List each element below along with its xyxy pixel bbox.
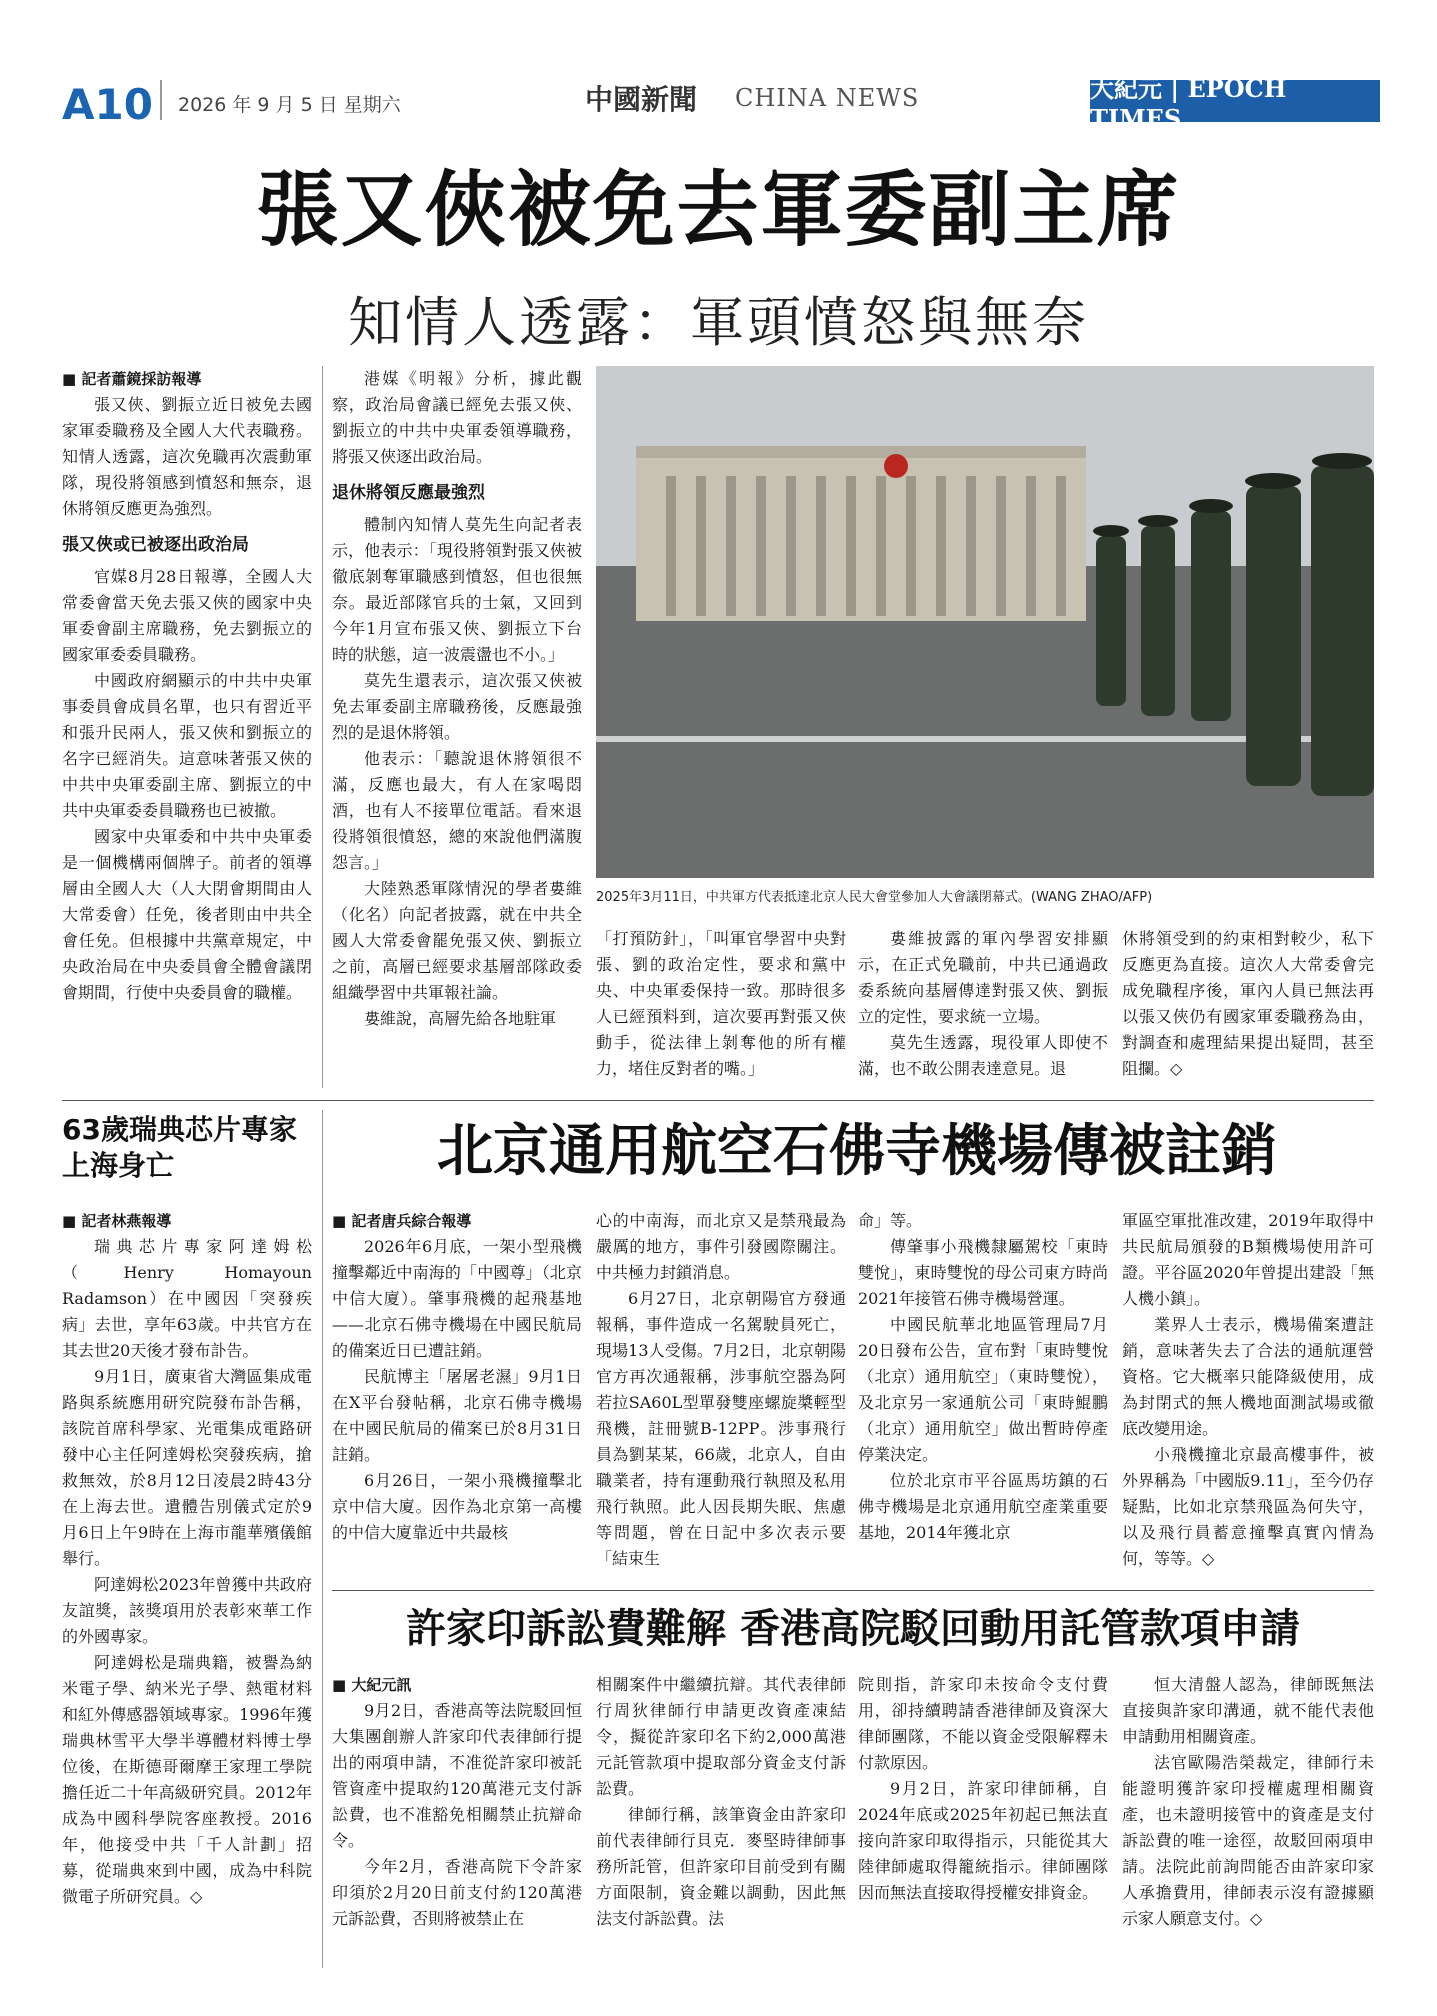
- paragraph: 莫先生透露，現役軍人即使不滿，也不敢公開表達意見。退: [858, 1033, 1108, 1078]
- byline: ■ 記者蕭鏡採訪報導: [62, 370, 202, 388]
- paragraph: 民航博主「屠屠老濕」9月1日在X平台發帖稱，北京石佛寺機場在中國民航局的備案已於8月31日註銷。: [332, 1367, 582, 1464]
- story2-body: [62, 1208, 312, 1910]
- brand-logo: 大紀元 | EPOCH TIMES: [1090, 80, 1380, 122]
- page-number: A10: [62, 80, 153, 129]
- photo-illustration: [596, 366, 1374, 878]
- header-divider: [160, 80, 162, 120]
- paragraph: 心的中南海，而北京又是禁飛最為嚴厲的地方，事件引發國際關注。中共極力封鎖消息。: [596, 1211, 846, 1282]
- paragraph: 阿達姆松2023年曾獲中共政府友誼獎，該獎項用於表彰來華工作的外國專家。: [62, 1575, 312, 1646]
- paragraph: 今年2月，香港高院下令許家印須於2月20日前支付約120萬港元訴訟費，否則將被禁止在: [332, 1857, 582, 1928]
- story-divider: [62, 1100, 1374, 1101]
- story3-headline: 北京通用航空石佛寺機場傳被註銷: [437, 1119, 1277, 1184]
- paragraph: 軍區空軍批准改建，2019年取得中共民航局頒發的B類機場使用許可證。平谷區2020年曾提出建設「無人機小鎮」。: [1122, 1211, 1374, 1308]
- paragraph: 大陸熟悉軍隊情況的學者婁維（化名）向記者披露，就在中共全國人大常委會罷免張又俠、劉振立之前，高層已經要求基層部隊政委組織學習中共軍報社論。: [332, 879, 582, 1002]
- paragraph: 2026年6月底，一架小型飛機撞擊鄰近中南海的「中國尊」（北京中信大廈）。肇事飛機的起飛基地——北京石佛寺機場在中國民航局的備案近日已遭註銷。: [332, 1237, 582, 1360]
- paragraph: 婁維披露的軍內學習安排顯示，在正式免職前，中共已通過政委系統向基層傳達對張又俠、劉振立的定性，要求統一立場。: [858, 929, 1108, 1026]
- section-subtitle: 張又俠或已被逐出政治局: [62, 535, 249, 555]
- paragraph: 「打預防針」，「叫軍官學習中央對張、劉的政治定性，要求和黨中央、中央軍委保持一致。那時很多人已經預料到，這次要再對張又俠動手，從法律上剝奪他的所有權力，堵住反對者的嘴。」: [596, 929, 846, 1078]
- story1-column-5: [1122, 926, 1374, 1082]
- paragraph: 法官歐陽浩榮裁定，律師行未能證明獲許家印授權處理相關資產，也未證明接管中的資產是支付訴訟費的唯一途徑，故駁回兩項申請。法院此前詢問能否由許家印家人承擔費用，律師表示沒有證據顯示家人願意支付。◇: [1122, 1753, 1374, 1928]
- paragraph: 他表示：「聽說退休將領很不滿，反應也最大，有人在家喝悶酒，也有人不接單位電話。看來退役將領很憤怒，總的來說他們滿腹怨言。」: [332, 749, 582, 872]
- story4-column-1: [332, 1672, 582, 1932]
- story2-headline: 63歲瑞典芯片專家上海身亡: [62, 1113, 297, 1182]
- story1-column-4: [858, 926, 1108, 1082]
- paragraph: 官媒8月28日報導，全國人大常委會當天免去張又俠的國家中央軍委會副主席職務，免去劉振立的國家軍委委員職務。: [62, 567, 312, 664]
- paragraph: 休將領受到的約束相對較少，私下反應更為直接。這次人大常委會完成免職程序後，軍內人員已無法再以張又俠仍有國家軍委職務為由，對調查和處理結果提出疑問，甚至阻攔。◇: [1122, 929, 1374, 1078]
- paragraph: 中國政府網顯示的中共中央軍事委員會成員名單，也只有習近平和張升民兩人，張又俠和劉振立的名字已經消失。這意味著張又俠的中共中央軍委副主席、劉振立的中共中央軍委委員職務也已被撤。: [62, 671, 312, 820]
- issue-date: 2026 年 9 月 5 日 星期六: [178, 94, 401, 116]
- paragraph: 張又俠、劉振立近日被免去國家軍委職務及全國人大代表職務。知情人透露，這次免職再次震動軍隊，現役將領感到憤怒和無奈，退休將領反應更為強烈。: [62, 395, 312, 518]
- paragraph: 國家中央軍委和中共中央軍委是一個機構兩個牌子。前者的領導層由全國人大（人大閉會期間由人大常委會）任免，後者則由中共全會任免。但根據中共黨章規定，中央政治局在中央委員會全體會議閉會期間，行使中央委員會的職權。: [62, 827, 312, 1002]
- paragraph: 中國民航華北地區管理局7月20日發布公告，宣布對「東時雙悅（北京）通用航空」（東時雙悅），及北京另一家通航公司「東時鯤鵬（北京）通用航空」做出暫時停產停業決定。: [858, 1315, 1108, 1464]
- story3-column-3: [858, 1208, 1108, 1546]
- column-divider: [322, 1110, 323, 1968]
- column-divider: [322, 366, 323, 1088]
- story4-headline: 許家印訴訟費難解 香港高院駁回動用託管款項申請: [406, 1606, 1300, 1652]
- paragraph: 命」等。: [858, 1211, 923, 1230]
- paragraph: 莫先生還表示，這次張又俠被免去軍委副主席職務後，反應最強烈的是退休將領。: [332, 671, 582, 742]
- paragraph: 小飛機撞北京最高樓事件，被外界稱為「中國版9.11」，至今仍存疑點，比如北京禁飛區為何失守，以及飛行員蓄意撞擊真實內情為何，等等。◇: [1122, 1445, 1374, 1568]
- story3-column-2: [596, 1208, 846, 1572]
- byline: ■ 記者唐兵綜合報導: [332, 1212, 472, 1230]
- story4-column-4: [1122, 1672, 1374, 1932]
- paragraph: 婁維說，高層先給各地駐軍: [364, 1009, 557, 1028]
- paragraph: 位於北京市平谷區馬坊鎮的石佛寺機場是北京通用航空產業重要基地，2014年獲北京: [858, 1471, 1108, 1542]
- story1-column-3: [596, 926, 846, 1082]
- section-title: 中國新聞: [585, 83, 698, 116]
- story3-column-1: [332, 1208, 582, 1546]
- paragraph: 體制內知情人莫先生向記者表示，他表示：「現役將領對張又俠被徹底剝奪軍職感到憤怒，但也很無奈。最近部隊官兵的士氣，又回到今年1月宣布張又俠、劉振立下台時的狀態，這一波震盪也不小。」: [332, 515, 582, 664]
- story1-column-2: [332, 366, 582, 1032]
- paragraph: 律師行稱，該筆資金由許家印前代表律師行貝克．麥堅時律師事務所託管，但許家印目前受到有關方面限制，資金難以調動，因此無法支付訴訟費。法: [596, 1805, 846, 1928]
- section-subtitle: 退休將領反應最強烈: [332, 483, 485, 503]
- paragraph: 院則指，許家印未按命令支付費用，卻持續聘請香港律師及資深大律師團隊，不能以資金受限解釋未付款原因。: [858, 1675, 1108, 1772]
- story4-column-3: [858, 1672, 1108, 1906]
- paragraph: 阿達姆松是瑞典籍，被譽為納米電子學、納米光子學、熱電材料和紅外傳感器領域專家。1996年獲瑞典林雪平大學半導體材料博士學位後，在斯德哥爾摩王家理工學院擔任近二十年高級研究員。2012年成為中國科學院客座教授。2016年，他接受中共「千人計劃」招募，從瑞典來到中國，成為中科院微電子所研究員。◇: [62, 1653, 312, 1906]
- byline: ■ 記者林燕報導: [62, 1212, 172, 1230]
- story-divider: [332, 1590, 1374, 1591]
- paragraph: 9月2日，許家印律師稱，自2024年底或2025年初起已無法直接向許家印取得指示，只能從其大陸律師處取得籠統指示。律師團隊因而無法直接取得授權安排資金。: [858, 1779, 1108, 1902]
- news-photo: [596, 366, 1374, 878]
- paragraph: 9月1日，廣東省大灣區集成電路與系統應用研究院發布訃告稱，該院首席科學家、光電集成電路研發中心主任阿達姆松突發疾病，搶救無效，於8月12日凌晨2時43分在上海去世。遺體告別儀式定於9月6日上午9時在上海市龍華殯儀館舉行。: [62, 1367, 312, 1568]
- paragraph: 恒大清盤人認為，律師既無法直接與許家印溝通，就不能代表他申請動用相關資產。: [1122, 1675, 1374, 1746]
- paragraph: 相關案件中繼續抗辯。其代表律師行周狄律師行申請更改資產凍結令，擬從許家印名下約2,000萬港元託管款項中提取部分資金支付訴訟費。: [596, 1675, 846, 1798]
- section-title-en: CHINA NEWS: [735, 84, 920, 112]
- story1-column-1: [62, 366, 312, 1006]
- story3-column-4: [1122, 1208, 1374, 1572]
- paragraph: 6月27日，北京朝陽官方發通報稱，事件造成一名駕駛員死亡，現場13人受傷。7月2日，北京朝陽官方再次通報稱，涉事航空器為阿若拉SA60L型單發雙座螺旋槳輕型飛機，註冊號B-12PP。涉事飛行員為劉某某，66歲，北京人，自由職業者，持有運動飛行執照及私用飛行執照。此人因長期失眠、焦慮等問題，曾在日記中多次表示要「結束生: [596, 1289, 846, 1568]
- main-subheadline: 知情人透露：軍頭憤怒與無奈: [348, 291, 1089, 354]
- paragraph: 港媒《明報》分析，據此觀察，政治局會議已經免去張又俠、劉振立的中共中央軍委領導職務，將張又俠逐出政治局。: [332, 369, 582, 466]
- paragraph: 瑞典芯片專家阿達姆松（Henry Homayoun Radamson）在中國因「突發疾病」去世，享年63歲。中共官方在其去世20天後才發布訃告。: [62, 1237, 312, 1360]
- paragraph: 6月26日，一架小飛機撞擊北京中信大廈。因作為北京第一高樓的中信大廈靠近中共最核: [332, 1471, 582, 1542]
- paragraph: 業界人士表示，機場備案遭註銷，意味著失去了合法的通航運營資格。它大概率只能降級使用，成為封閉式的無人機地面測試場或徹底改變用途。: [1122, 1315, 1374, 1438]
- byline: ■ 大紀元訊: [332, 1676, 412, 1694]
- story4-column-2: [596, 1672, 846, 1932]
- main-headline: 張又俠被免去軍委副主席: [256, 162, 1181, 258]
- photo-caption: 2025年3月11日，中共軍方代表抵達北京人民大會堂參加人大會議閉幕式。(WANG ZHAO/AFP): [596, 890, 1153, 905]
- paragraph: 9月2日，香港高等法院駁回恒大集團創辦人許家印代表律師行提出的兩項申請，不准從許家印被託管資產中提取約120萬港元支付訴訟費，也不准豁免相關禁止抗辯命令。: [332, 1701, 582, 1850]
- paragraph: 傳肇事小飛機隸屬駕校「東時雙悅」，東時雙悅的母公司東方時尚2021年接管石佛寺機場營運。: [858, 1237, 1108, 1308]
